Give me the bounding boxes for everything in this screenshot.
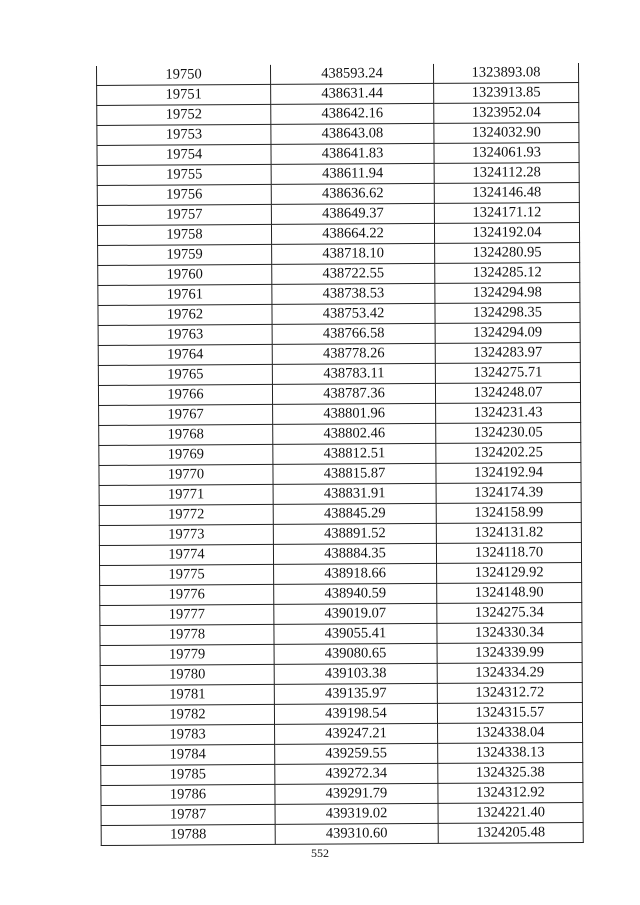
point-id-cell: 19782 — [100, 704, 274, 725]
table-row — [101, 783, 583, 806]
point-id-cell: 19770 — [99, 464, 273, 485]
table-row — [101, 763, 583, 786]
point-id-cell: 19757 — [97, 204, 271, 225]
point-id-cell: 19753 — [97, 124, 271, 145]
x-coordinate-cell: 438649.37 — [271, 203, 434, 224]
y-coordinate-cell: 1324312.92 — [438, 783, 583, 804]
point-id-cell: 19788 — [101, 824, 275, 845]
x-coordinate-cell: 439080.65 — [274, 643, 437, 664]
coordinates-table-body — [96, 63, 583, 845]
x-coordinate-cell: 438783.11 — [272, 363, 435, 384]
table-row — [101, 743, 583, 766]
table-row — [97, 223, 579, 246]
table-row — [101, 723, 583, 746]
table-row — [97, 123, 579, 146]
point-id-cell: 19776 — [100, 584, 274, 605]
x-coordinate-cell: 438593.24 — [270, 64, 433, 84]
point-id-cell: 19756 — [97, 184, 271, 205]
x-coordinate-cell: 438664.22 — [271, 223, 434, 244]
x-coordinate-cell: 438631.44 — [271, 83, 434, 104]
table-row — [100, 683, 582, 706]
x-coordinate-cell: 438636.62 — [271, 183, 434, 204]
table-row — [97, 183, 579, 206]
x-coordinate-cell: 438787.36 — [272, 383, 435, 404]
point-id-cell: 19765 — [98, 364, 272, 385]
x-coordinate-cell: 438753.42 — [272, 303, 435, 324]
table-row — [100, 603, 582, 626]
x-coordinate-cell: 438766.58 — [272, 323, 435, 344]
y-coordinate-cell: 1324338.04 — [438, 723, 583, 744]
x-coordinate-cell: 438891.52 — [273, 523, 436, 544]
point-id-cell: 19761 — [98, 284, 272, 305]
x-coordinate-cell: 438918.66 — [274, 563, 437, 584]
y-coordinate-cell: 1324315.57 — [437, 703, 582, 724]
point-id-cell: 19755 — [97, 164, 271, 185]
y-coordinate-cell: 1324129.92 — [437, 563, 582, 584]
x-coordinate-cell: 438940.59 — [274, 583, 437, 604]
point-id-cell: 19763 — [98, 324, 272, 345]
point-id-cell: 19772 — [99, 504, 273, 525]
x-coordinate-cell: 439291.79 — [275, 783, 438, 804]
x-coordinate-cell: 438643.08 — [271, 123, 434, 144]
x-coordinate-cell: 439247.21 — [275, 723, 438, 744]
y-coordinate-cell: 1324146.48 — [434, 183, 579, 204]
point-id-cell: 19779 — [100, 644, 274, 665]
table-row — [98, 243, 580, 266]
point-id-cell: 19750 — [96, 65, 270, 86]
table-row — [97, 103, 579, 126]
table-row — [98, 263, 580, 286]
point-id-cell: 19783 — [101, 724, 275, 745]
table-row — [99, 523, 581, 546]
y-coordinate-cell: 1324192.04 — [434, 223, 579, 244]
x-coordinate-cell: 438884.35 — [273, 543, 436, 564]
point-id-cell: 19764 — [98, 344, 272, 365]
table-row — [97, 83, 579, 106]
y-coordinate-cell: 1324174.39 — [436, 483, 581, 504]
table-row — [99, 443, 581, 466]
y-coordinate-cell: 1324032.90 — [434, 123, 579, 144]
table-row — [101, 823, 583, 846]
table-row — [99, 483, 581, 506]
y-coordinate-cell: 1324339.99 — [437, 643, 582, 664]
y-coordinate-cell: 1324280.95 — [435, 243, 580, 264]
table-row — [97, 143, 579, 166]
y-coordinate-cell: 1324294.09 — [435, 323, 580, 344]
x-coordinate-cell: 438778.26 — [272, 343, 435, 364]
table-row — [98, 323, 580, 346]
table-row — [96, 63, 578, 85]
x-coordinate-cell: 438738.53 — [272, 283, 435, 304]
x-coordinate-cell: 438641.83 — [271, 143, 434, 164]
x-coordinate-cell: 439198.54 — [274, 703, 437, 724]
x-coordinate-cell: 438831.91 — [273, 483, 436, 504]
table-row — [100, 623, 582, 646]
point-id-cell: 19768 — [99, 424, 273, 445]
x-coordinate-cell: 439272.34 — [275, 763, 438, 784]
y-coordinate-cell: 1323893.08 — [433, 63, 578, 83]
point-id-cell: 19766 — [98, 384, 272, 405]
table-row — [98, 303, 580, 326]
x-coordinate-cell: 439259.55 — [275, 743, 438, 764]
y-coordinate-cell: 1324338.13 — [438, 743, 583, 764]
y-coordinate-cell: 1324298.35 — [435, 303, 580, 324]
y-coordinate-cell: 1324171.12 — [434, 203, 579, 224]
y-coordinate-cell: 1324294.98 — [435, 283, 580, 304]
point-id-cell: 19775 — [100, 564, 274, 585]
table-row — [99, 463, 581, 486]
x-coordinate-cell: 438718.10 — [272, 243, 435, 264]
y-coordinate-cell: 1324334.29 — [437, 663, 582, 684]
table-row — [99, 543, 581, 566]
coordinates-table — [96, 63, 584, 846]
table-row — [98, 343, 580, 366]
point-id-cell: 19754 — [97, 144, 271, 165]
y-coordinate-cell: 1324131.82 — [436, 523, 581, 544]
x-coordinate-cell: 439019.07 — [274, 603, 437, 624]
table-row — [97, 203, 579, 226]
point-id-cell: 19785 — [101, 764, 275, 785]
x-coordinate-cell: 438815.87 — [273, 463, 436, 484]
y-coordinate-cell: 1324275.34 — [437, 603, 582, 624]
point-id-cell: 19751 — [97, 84, 271, 105]
point-id-cell: 19778 — [100, 624, 274, 645]
point-id-cell: 19784 — [101, 744, 275, 765]
point-id-cell: 19762 — [98, 304, 272, 325]
y-coordinate-cell: 1324221.40 — [438, 803, 583, 824]
point-id-cell: 19752 — [97, 104, 271, 125]
point-id-cell: 19774 — [99, 544, 273, 565]
table-row — [100, 663, 582, 686]
x-coordinate-cell: 439310.60 — [275, 823, 438, 844]
x-coordinate-cell: 438611.94 — [271, 163, 434, 184]
x-coordinate-cell: 438642.16 — [271, 103, 434, 124]
point-id-cell: 19758 — [97, 224, 271, 245]
y-coordinate-cell: 1323952.04 — [434, 103, 579, 124]
table-row — [100, 583, 582, 606]
x-coordinate-cell: 438802.46 — [273, 423, 436, 444]
table-row — [97, 163, 579, 186]
y-coordinate-cell: 1324285.12 — [435, 263, 580, 284]
y-coordinate-cell: 1324312.72 — [437, 683, 582, 704]
y-coordinate-cell: 1324148.90 — [437, 583, 582, 604]
table-row — [100, 703, 582, 726]
table-row — [100, 643, 582, 666]
y-coordinate-cell: 1324248.07 — [435, 383, 580, 404]
point-id-cell: 19759 — [98, 244, 272, 265]
y-coordinate-cell: 1324202.25 — [436, 443, 581, 464]
point-id-cell: 19787 — [101, 804, 275, 825]
y-coordinate-cell: 1324118.70 — [436, 543, 581, 564]
table-row — [101, 803, 583, 826]
y-coordinate-cell: 1324275.71 — [435, 363, 580, 384]
table-row — [100, 563, 582, 586]
point-id-cell: 19781 — [100, 684, 274, 705]
table-row — [99, 503, 581, 526]
point-id-cell: 19780 — [100, 664, 274, 685]
y-coordinate-cell: 1324205.48 — [438, 823, 583, 844]
x-coordinate-cell: 439103.38 — [274, 663, 437, 684]
point-id-cell: 19771 — [99, 484, 273, 505]
y-coordinate-cell: 1323913.85 — [434, 83, 579, 104]
x-coordinate-cell: 438722.55 — [272, 263, 435, 284]
point-id-cell: 19777 — [100, 604, 274, 625]
y-coordinate-cell: 1324112.28 — [434, 163, 579, 184]
x-coordinate-cell: 438845.29 — [273, 503, 436, 524]
point-id-cell: 19760 — [98, 264, 272, 285]
x-coordinate-cell: 439319.02 — [275, 803, 438, 824]
point-id-cell: 19767 — [99, 404, 273, 425]
point-id-cell: 19769 — [99, 444, 273, 465]
y-coordinate-cell: 1324325.38 — [438, 763, 583, 784]
y-coordinate-cell: 1324283.97 — [435, 343, 580, 364]
x-coordinate-cell: 438812.51 — [273, 443, 436, 464]
table-row — [99, 403, 581, 426]
y-coordinate-cell: 1324230.05 — [436, 423, 581, 444]
x-coordinate-cell: 439055.41 — [274, 623, 437, 644]
y-coordinate-cell: 1324158.99 — [436, 503, 581, 524]
y-coordinate-cell: 1324330.34 — [437, 623, 582, 644]
table-row — [98, 283, 580, 306]
y-coordinate-cell: 1324061.93 — [434, 143, 579, 164]
point-id-cell: 19786 — [101, 784, 275, 805]
x-coordinate-cell: 438801.96 — [273, 403, 436, 424]
page-number: 552 — [311, 846, 329, 860]
point-id-cell: 19773 — [99, 524, 273, 545]
table-row — [98, 363, 580, 386]
y-coordinate-cell: 1324231.43 — [436, 403, 581, 424]
y-coordinate-cell: 1324192.94 — [436, 463, 581, 484]
table-row — [99, 423, 581, 446]
x-coordinate-cell: 439135.97 — [274, 683, 437, 704]
table-row — [98, 383, 580, 406]
